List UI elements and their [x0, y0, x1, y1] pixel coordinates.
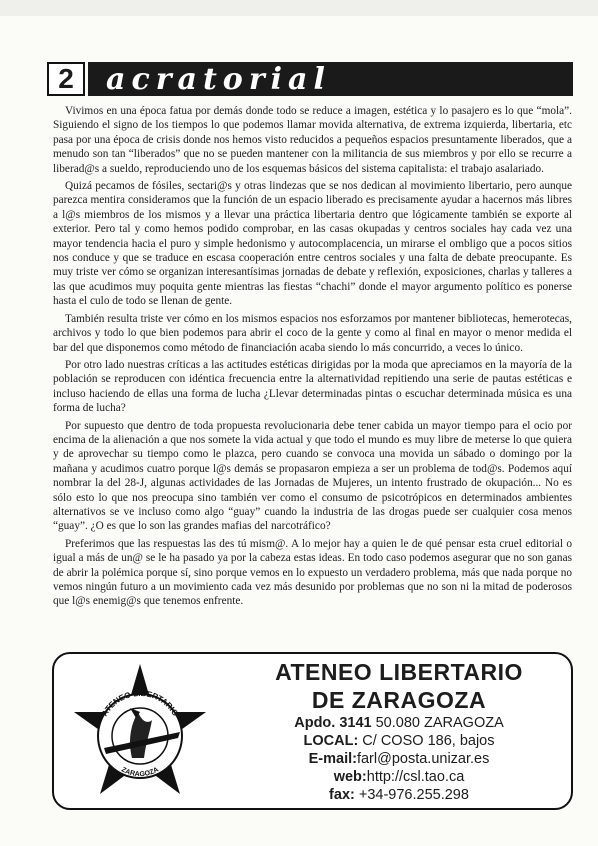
ateneo-star-logo-icon	[70, 662, 210, 802]
paragraph: Por supuesto que dentro de toda propuesta revolucionaria debe tener cabida un mayor tiempo para el ocio por encima de la alienación a que nos somete la vida actual y que todo el mundo es muy libre de meterse lo que quiera y de aprovechar su tiempo como le plazca, pero cuando se convoca una movida un sábado o domingo por la mañana y acudimos cuatro porque l@s demás se propasaron empieza a ser un problema de tod@s. Podemos aquí nombrar la del 28-J, algunas actividades de las Jornadas de Mujeres, un intento frustrado de okupación... No es sólo esto lo que nos preocupa sino también ver como el consumo de psicotrópicos en determinados ambientes alternativos se ve incluso como algo “guay” cuando la industria de las drogas puede ser cualquier cosa menos “guay”. ¿O es que lo son las grandes mafias del narcotráfico?	[53, 419, 572, 533]
scan-edge	[0, 0, 598, 16]
paragraph: Preferimos que las respuestas las des tú mism@. A lo mejor hay a quien le de qué pensar esta cruel editorial o igual a más de un@ se le ha pasado ya por la cabeza estas ideas. En todo caso podemos asegurar que no son ganas de abrir la polémica porque sí, sino porque vemos en lo expuesto un verdadero problema, más que nada porque no vemos ningún futuro a un movimiento cada vez más desunido por problemas que no son ni la mitad de poderosos que l@s enemig@s que tenemos enfrente.	[53, 537, 572, 608]
postal-address: Apdo. 3141 50.080 ZARAGOZA	[294, 715, 504, 731]
logo-top-text: ATENEO LIBERTARIO	[100, 688, 180, 718]
contact-box	[52, 652, 573, 810]
editorial-article	[53, 104, 572, 612]
web-address: web:http://csl.tao.ca	[333, 769, 465, 785]
org-name-line1: ATENEO LIBERTARIO	[275, 659, 523, 685]
paragraph: Quizá pecamos de fósiles, sectari@s y otras lindezas que se nos dedican al movimiento libertario, pero aunque parezca mentira consideramos que la función de un espacio liberado es precisamente ayudar a hacernos más libres a l@s miembros de los mismos y a llevar una práctica libertaria dentro que lógicamente también se exporte al exterior. Pero tal y como hemos podido comprobar, en las casas okupadas y centros sociales hay cada vez una mayor tendencia hacia el puro y simple hedonismo y autocomplacencia, un mirarse el ombligo que a pocos sitios nos conduce y que se traduce en escasa cooperación entre centros sociales y una falta de debate preocupante. Es muy triste ver cómo se organizan interesantísimas jornadas de debate y reflexión, exposiciones, charlas y talleres a las que acudimos muy poquita gente mientras las fiestas “chachi” donde el mayor argumento político es ponerse hasta el culo de todo se llenan de gente.	[53, 180, 572, 308]
org-name-line2: DE ZARAGOZA	[311, 687, 487, 713]
logo-bottom-text: ZARAGOZA	[120, 766, 160, 779]
email-address: E-mail:farl@posta.unizar.es	[308, 751, 490, 767]
paragraph: Vivimos en una época fatua por demás donde todo se reduce a imagen, estética y lo pasajero es lo que “mola”. Siguiendo el signo de los tiempos lo que podemos llamar movida alternativa, de extrema izquierda, libertaria, etc pasa por una época de crisis donde nos hemos visto reducidos a pequeños espacios presuntamente liberados, que a menudo son tan “liberados” que no se pueden mantener con la militancia de sus miembros y por ello se recurre a liberad@s a sueldo, reproduciendo uno de los esquemas básicos del sistema capitalista: el trabajo asalariado.	[53, 105, 572, 175]
paragraph: Por otro lado nuestras críticas a las actitudes estéticas dirigidas por la moda que apreciamos en la mayoría de la población se reproducen con idéntica frecuencia entre la alternatividad repitiendo una serie de pautas estéticas e incluso haciendo de ellas una forma de lucha ¿Llevar determinadas pintas o escuchar determinada música es una forma de lucha?	[53, 358, 572, 415]
page-header	[47, 62, 573, 96]
paragraph: También resulta triste ver cómo en los mismos espacios nos esforzamos por mantener bibliotecas, hemerotecas, archivos y todo lo que bien podemos para abrir el coco de la gente y como al final en mayor o menor medida el bar del que disponemos como método de financiación acaba siendo lo más concurrido, a veces lo único.	[53, 312, 572, 354]
local-address: LOCAL: C/ COSO 186, bajos	[303, 733, 495, 749]
fax-number: fax: +34-976.255.298	[329, 787, 469, 803]
contact-details	[229, 658, 569, 804]
page-number: 2	[47, 62, 85, 96]
section-title: acratorial	[88, 62, 573, 96]
